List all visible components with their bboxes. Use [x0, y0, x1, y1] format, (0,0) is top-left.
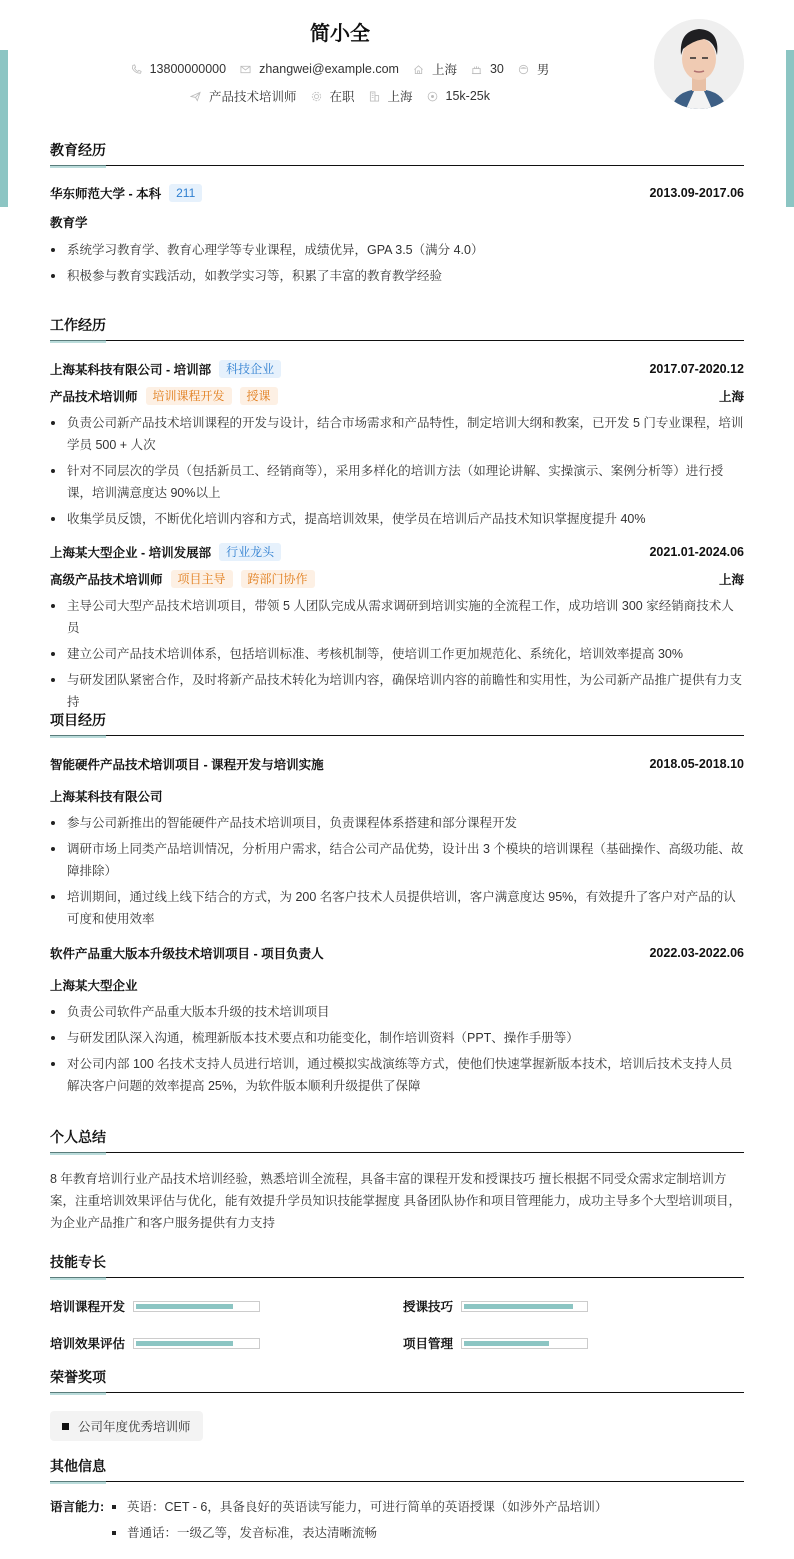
- section-title-awards: 荣誉奖项: [50, 1367, 744, 1393]
- skill-bar: [461, 1301, 588, 1312]
- send-icon: [190, 91, 201, 102]
- position-tag: 跨部门协作: [241, 570, 315, 588]
- contact-email: zhangwei@example.com: [240, 62, 399, 76]
- education-bullets: [50, 239, 744, 287]
- language-list: [110, 1494, 607, 1546]
- summary-text: 8 年教育培训行业产品技术培训经验，熟悉培训全流程，具备丰富的课程开发和授课技巧 擅长根据不同受众需求定制培训方案，注重培训效果评估与优化，能有效提升学员知识技能掌握度 具备团队协作和项目管理能力，成功主导多个大型培训项目，为企业产品推广和客户服务提供有力支持: [50, 1172, 741, 1230]
- work-bullets: [50, 595, 744, 713]
- skill-bar-fill: [136, 1304, 233, 1309]
- section-title-summary: 个人总结: [50, 1127, 744, 1153]
- work-bullets: [50, 412, 744, 530]
- candidate-name: 简小全: [310, 23, 370, 45]
- phone-icon: [131, 64, 142, 75]
- project-entry-header: [50, 755, 744, 773]
- work-position-row: [50, 387, 744, 405]
- list-item: 系统学习教育学、教育心理学等专业课程，成绩优异，GPA 3.5（满分 4.0）: [50, 239, 744, 261]
- status-icon: [311, 91, 322, 102]
- skill-item: 培训课程开发: [50, 1297, 403, 1315]
- company-tag: 行业龙头: [219, 543, 281, 561]
- list-item: 建立公司产品技术培训体系，包括培训标准、考核机制等，使培训工作更加规范化、系统化，培训效率提高 30%: [50, 643, 744, 665]
- work-entry-header: [50, 360, 744, 378]
- skill-item: 项目管理: [403, 1334, 744, 1352]
- avatar: [654, 19, 744, 109]
- award-item: 公司年度优秀培训师: [50, 1411, 203, 1441]
- position-tag: 项目主导: [171, 570, 233, 588]
- list-item: 针对不同层次的学员（包括新员工、经销商等），采用多样化的培训方法（如理论讲解、实操演示、案例分析等）进行授课，培训满意度达 90%以上: [50, 460, 744, 504]
- education-entry-header: [50, 184, 744, 202]
- list-item: 与研发团队紧密合作，及时将新产品技术转化为培训内容，确保培训内容的前瞻性和实用性，为公司新产品推广提供有力支持: [50, 669, 744, 713]
- project-company: 上海某大型企业: [50, 979, 138, 993]
- awards-section: [50, 1367, 744, 1441]
- project-entry-header: [50, 944, 744, 962]
- home-icon: [413, 64, 424, 75]
- list-item: 主导公司大型产品技术培训项目，带领 5 人团队完成从需求调研到培训实施的全流程工作，成功培训 300 家经销商技术人员: [50, 595, 744, 639]
- work-location: 上海: [718, 573, 744, 587]
- contact-phone: 13800000000: [131, 62, 226, 76]
- skill-bar: [133, 1338, 260, 1349]
- resume-header: [0, 0, 794, 130]
- company-tag: 科技企业: [219, 360, 281, 378]
- list-item: 普通话：一级乙等，发音标准，表达清晰流畅: [110, 1520, 607, 1546]
- summary-section: [50, 1127, 744, 1234]
- other-info-section: [50, 1456, 744, 1546]
- list-item: 与研发团队深入沟通，梳理新版本技术要点和功能变化，制作培训资料（PPT、操作手册等）: [50, 1027, 744, 1049]
- list-item: 对公司内部 100 名技术支持人员进行培训，通过模拟实战演练等方式，使他们快速掌握新版本技术，培训后技术支持人员解决客户问题的效率提高 25%，为软件版本顺利升级提供了保障: [50, 1053, 744, 1097]
- school-tag: 211: [169, 184, 202, 202]
- age-icon: [471, 64, 482, 75]
- job-position: 产品技术培训师: [190, 87, 297, 105]
- company-name: 上海某大型企业 - 培训发展部: [50, 546, 212, 560]
- education-date: 2013.09-2017.06: [649, 186, 744, 200]
- project-company: 上海某科技有限公司: [50, 790, 163, 804]
- building-icon: [369, 91, 380, 102]
- skill-item: 授课技巧: [403, 1297, 744, 1315]
- section-title-work: 工作经历: [50, 315, 744, 341]
- work-position-row: [50, 570, 744, 588]
- education-section: [50, 140, 744, 287]
- skill-bar-fill: [464, 1304, 573, 1309]
- skill-bar-fill: [136, 1341, 233, 1346]
- project-name: 智能硬件产品技术培训项目 - 课程开发与培训实施: [50, 758, 324, 772]
- work-entry-header: [50, 543, 744, 561]
- language-skills: [50, 1494, 744, 1546]
- contact-row: [0, 60, 680, 78]
- section-title-other: 其他信息: [50, 1456, 744, 1482]
- major: 教育学: [50, 216, 88, 230]
- job-status: 在职: [311, 87, 355, 105]
- job-intent-row: [0, 87, 680, 105]
- skill-bar-fill: [464, 1341, 549, 1346]
- section-title-education: 教育经历: [50, 140, 744, 166]
- skill-bar: [133, 1301, 260, 1312]
- project-bullets: [50, 812, 744, 930]
- skill-bar: [461, 1338, 588, 1349]
- section-title-projects: 项目经历: [50, 710, 744, 736]
- project-date: 2018.05-2018.10: [649, 757, 744, 771]
- list-item: 培训期间，通过线上线下结合的方式，为 200 名客户技术人员提供培训，客户满意度达 95%，有效提升了客户对产品的认可度和使用效率: [50, 886, 744, 930]
- position-title: 产品技术培训师: [50, 390, 138, 404]
- position-tag: 培训课程开发: [146, 387, 232, 405]
- company-name: 上海某科技有限公司 - 培训部: [50, 363, 212, 377]
- language-label: 语言能力:: [50, 1500, 105, 1514]
- list-item: 收集学员反馈，不断优化培训内容和方式，提高培训效果，使学员在培训后产品技术知识掌握度提升 40%: [50, 508, 744, 530]
- list-item: 负责公司新产品技术培训课程的开发与设计，结合市场需求和产品特性，制定培训大纲和教案，已开发 5 门专业课程，培训学员 500 + 人次: [50, 412, 744, 456]
- work-date: 2021.01-2024.06: [649, 545, 744, 559]
- list-item: 负责公司软件产品重大版本升级的技术培训项目: [50, 1001, 744, 1023]
- contact-city: 上海: [413, 60, 457, 78]
- list-item: 参与公司新推出的智能硬件产品技术培训项目，负责课程体系搭建和部分课程开发: [50, 812, 744, 834]
- section-title-skills: 技能专长: [50, 1252, 744, 1278]
- square-bullet-icon: [62, 1423, 69, 1430]
- work-section: [50, 315, 744, 713]
- salary-icon: [427, 91, 438, 102]
- work-date: 2017.07-2020.12: [649, 362, 744, 376]
- email-icon: [240, 64, 251, 75]
- projects-section: [50, 710, 744, 1097]
- skills-grid: [50, 1297, 744, 1352]
- job-city: 上海: [369, 87, 413, 105]
- job-salary: 15k-25k: [427, 89, 490, 103]
- skills-section: [50, 1252, 744, 1352]
- project-name: 软件产品重大版本升级技术培训项目 - 项目负责人: [50, 947, 324, 961]
- work-location: 上海: [718, 390, 744, 404]
- school-name: 华东师范大学 - 本科: [50, 187, 162, 201]
- list-item: 英语：CET - 6，具备良好的英语读写能力，可进行简单的英语授课（如涉外产品培训）: [110, 1494, 607, 1520]
- position-tag: 授课: [240, 387, 278, 405]
- skill-item: 培训效果评估: [50, 1334, 403, 1352]
- project-bullets: [50, 1001, 744, 1097]
- contact-age: 30: [471, 62, 504, 76]
- list-item: 积极参与教育实践活动，如教学实习等，积累了丰富的教育教学经验: [50, 265, 744, 287]
- position-title: 高级产品技术培训师: [50, 573, 163, 587]
- gender-icon: [518, 64, 529, 75]
- project-date: 2022.03-2022.06: [649, 946, 744, 960]
- list-item: 调研市场上同类产品培训情况，分析用户需求，结合公司产品优势，设计出 3 个模块的培训课程（基础操作、高级功能、故障排除）: [50, 838, 744, 882]
- contact-gender: 男: [518, 60, 550, 78]
